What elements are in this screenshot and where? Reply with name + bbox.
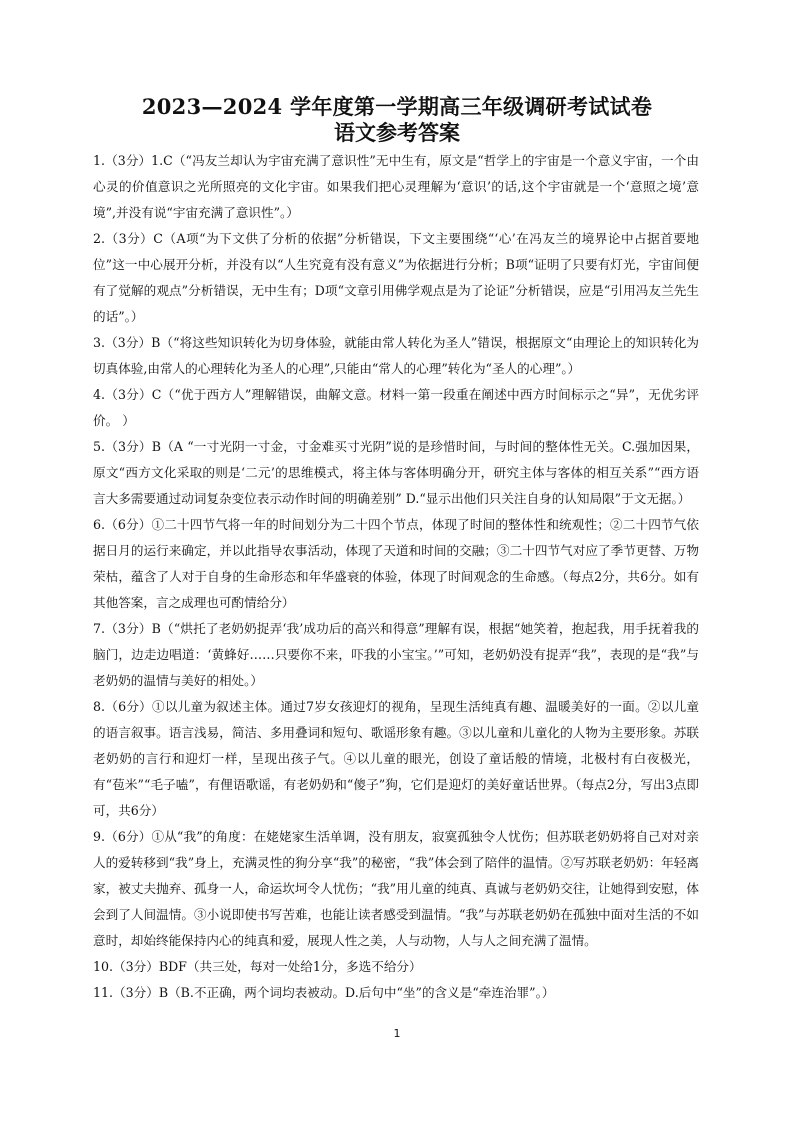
- exam-subtitle: 语文参考答案: [334, 120, 460, 145]
- answer-item-7: 7.（3分）B（“烘托了老奶奶捉弄‘我’成功后的高兴和得意”理解有误，根据“她笑着，抱起我，用手抚着我的脑门，边走边唱道：‘黄蜂好……只要你不来，吓我的小宝宝。’”可知，老奶奶没有捉弄“我”，表现的是“我”与老奶奶的温情与美好的相处。）: [93, 621, 699, 688]
- answer-item-9: 9.（6分）①从“我”的角度：在姥姥家生活单调，没有朋友，寂寞孤独令人忧伤；但苏联老奶奶将自己对对亲人的爱转移到“我”身上，充满灵性的狗分享“我”的秘密，“我”体会到了陪伴的温情。②写苏联老奶奶：年轻离家，被丈夫抛弃、孤身一人，命运坎坷令人忧伤；“我”用儿童的纯真、真诚与老奶奶交往，让她得到安慰，体会到了人间温情。③小说即使书写苦难，也能让读者感受到温情。“我”与苏联老奶奶在孤独中面对生活的不如意时，却始终能保持内心的纯真和爱，展现人性之美，人与动物，人与人之间充满了温情。: [93, 829, 699, 948]
- answer-item-4: 4.（3分）C（“优于西方人”理解错误，曲解文意。材料一第一段重在阐述中西方时间标示之“异”，无优劣评价。 ）: [93, 387, 699, 428]
- answer-item-3: 3.（3分）B（“将这些知识转化为切身体验，就能由常人转化为圣人”错误，根据原文“由理论上的知识转化为切真体验,由常人的心理转化为圣人的心理”,只能由“常人的心理”转化为“圣人的心理”。）: [93, 335, 699, 376]
- answer-item-10: 10.（3分）BDF（共三处，每对一处给1分，多选不给分）: [93, 959, 422, 974]
- answer-list: [93, 148, 699, 1006]
- answer-item-8: 8.（6分）①以儿童为叙述主体。通过7岁女孩迎灯的视角，呈现生活纯真有趣、温暖美好的一面。②以儿童的语言叙事。语言浅易，简洁、多用叠词和短句、歌谣形象有趣。③以儿童和儿童化的人物为主要形象。苏联老奶奶的言行和迎灯一样，呈现出孩子气。④以儿童的眼光，创设了童话般的情境，北极村有白夜极光，有“苞米”“毛子嗑”，有俚语歌谣，有老奶奶和“傻子”狗，它们是迎灯的美好童话世界。（每点2分，写出3点即可，共6分）: [93, 699, 699, 818]
- page-number: 1: [393, 1027, 401, 1040]
- header: [0, 94, 794, 146]
- answer-item-1: 1.（3分）1.C（“冯友兰却认为宇宙充满了意识性”无中生有，原文是“哲学上的宇宙是一个意义宇宙，一个由心灵的价值意识之光所照亮的文化宇宙。如果我们把心灵理解为‘意识’的话,这个宇宙就是一个‘意照之境’意境”,并没有说“宇宙充满了意识性”。）: [93, 153, 699, 220]
- exam-title: 2023—2024 学年度第一学期高三年级调研考试试卷: [141, 94, 653, 119]
- answer-item-2: 2.（3分）C（A项“为下文供了分析的依据”分析错误，下文主要围绕“‘心’在冯友兰的境界论中占据首要地位”这一中心展开分析，并没有以“人生究竟有没有意义”为依据进行分析；B项“证明了只要有灯光，宇宙间便有了觉解的观点”分析错误，无中生有；D项“文章引用佛学观点是为了论证”分析错误，应是“引用冯友兰先生的话”。）: [93, 231, 699, 324]
- answer-item-11: 11.（3分）B（B.不正确，两个词均表被动。D.后句中“坐”的含义是“牵连治罪”。）: [93, 985, 555, 1000]
- answer-item-5: 5.（3分）B（A “一寸光阴一寸金，寸金难买寸光阴”说的是珍惜时间，与时间的整体性无关。C.强加因果，原文“西方文化采取的则是‘二元’的思维模式，将主体与客体明确分开，研究主体与客体的相互关系”“西方语言大多需要通过动词复杂变位表示动作时间的明确差别” D.“显示出他们只关注自身的认知局限”于文无据。）: [93, 439, 699, 506]
- answer-item-6: 6.（6分）①二十四节气将一年的时间划分为二十四个节点，体现了时间的整体性和统观性；②二十四节气依据日月的运行来确定，并以此指导农事活动，体现了天道和时间的交融；③二十四节气对应了季节更替、万物荣枯，蕴含了人对于自身的生命形态和年华盛衰的体验，体现了时间观念的生命感。（每点2分，共6分。如有其他答案，言之成理也可酌情给分）: [93, 517, 699, 610]
